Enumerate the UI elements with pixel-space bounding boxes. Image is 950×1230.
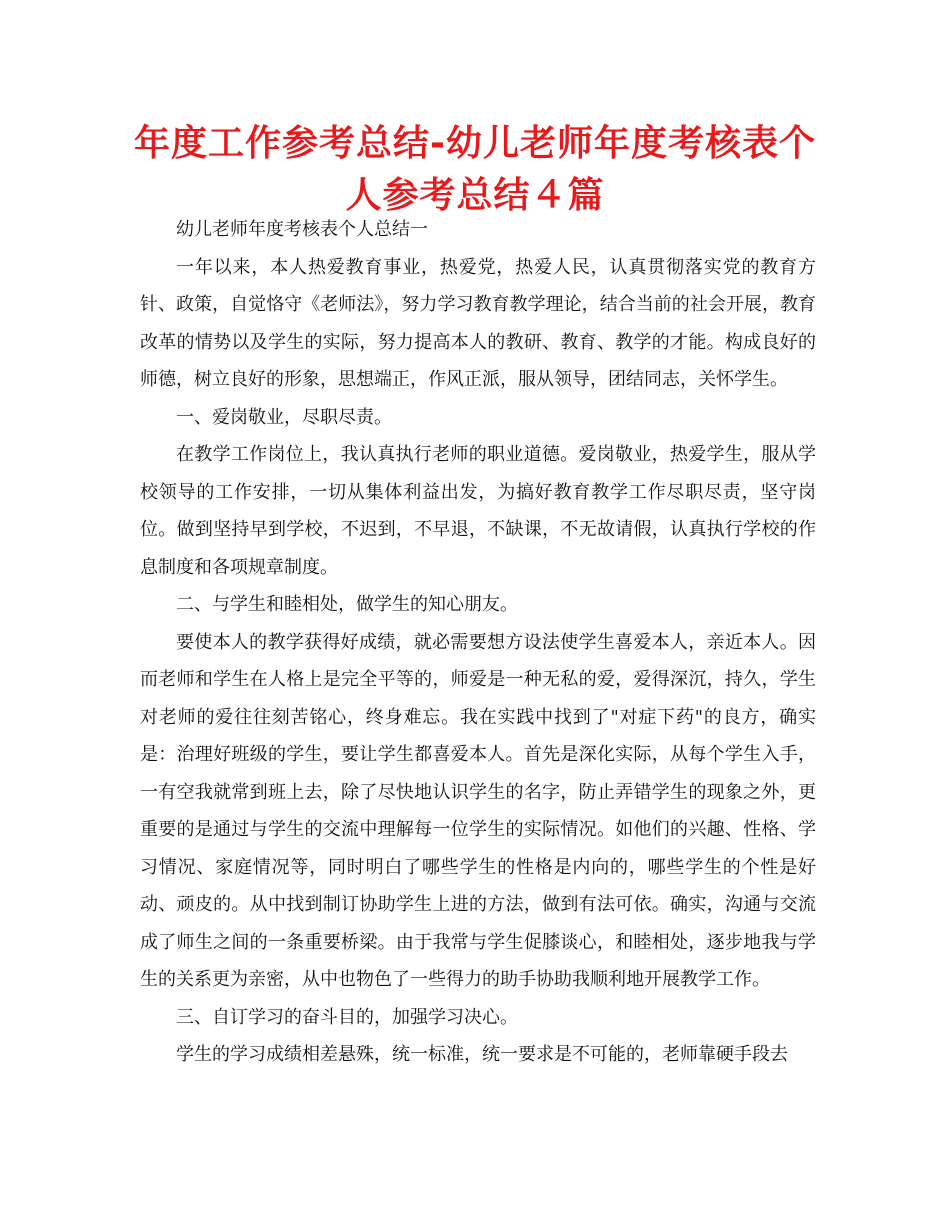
document-body <box>140 211 816 1074</box>
body-paragraph: 学生的学习成绩相差悬殊，统一标准，统一要求是不可能的，老师靠硬手段去 <box>176 1044 788 1065</box>
section-heading: 三、自订学习的奋斗目的，加强学习决心。 <box>176 1006 518 1028</box>
section-heading: 幼儿老师年度考核表个人总结一 <box>176 219 428 240</box>
body-paragraph: 一年以来，本人热爱教育事业，热爱党，热爱人民，认真贯彻落实党的教育方针、政策，自觉恪守《老师法》，努力学习教育教学理论，结合当前的社会开展，教育改革的情势以及学生的实际，努力提高本人的教研、教育、教学的才能。构成良好的师德，树立良好的形象，思想端正，作风正派，服从领导，团结同志，关怀学生。 <box>140 256 816 390</box>
document-title: 年度工作参考总结-幼儿老师年度考核表个人参考总结４篇 <box>134 123 816 216</box>
body-paragraph: 要使本人的教学获得好成绩，就必需要想方设法使学生喜爱本人，亲近本人。因而老师和学生在人格上是完全平等的，师爱是一种无私的爱，爱得深沉，持久，学生对老师的爱往往刻苦铭心，终身难忘。我在实践中找到了"对症下药"的良方，确实是：治理好班级的学生，要让学生都喜爱本人。首先是深化实际，从每个学生入手，一有空我就常到班上去，除了尽快地认识学生的名字，防止弄错学生的现象之外，更重要的是通过与学生的交流中理解每一位学生的实际情况。如他们的兴趣、性格、学习情况、家庭情况等，同时明白了哪些学生的性格是内向的，哪些学生的个性是好动、顽皮的。从中找到制订协助学生上进的方法，做到有法可依。确实，沟通与交流成了师生之间的一条重要桥梁。由于我常与学生促膝谈心，和睦相处，逐步地我与学生的关系更为亲密，从中也物色了一些得力的助手协助我顺利地开展教学工作。 <box>140 631 816 990</box>
section-heading: 二、与学生和睦相处，做学生的知心朋友。 <box>176 594 518 615</box>
body-paragraph: 在教学工作岗位上，我认真执行老师的职业道德。爱岗敬业，热爱学生，服从学校领导的工作安排，一切从集体利益出发，为搞好教育教学工作尽职尽责，坚守岗位。做到坚持早到学校，不迟到，不早退，不缺课，不无故请假，认真执行学校的作息制度和各项规章制度。 <box>140 444 816 578</box>
section-heading: 一、爱岗敬业，尽职尽责。 <box>176 406 392 428</box>
